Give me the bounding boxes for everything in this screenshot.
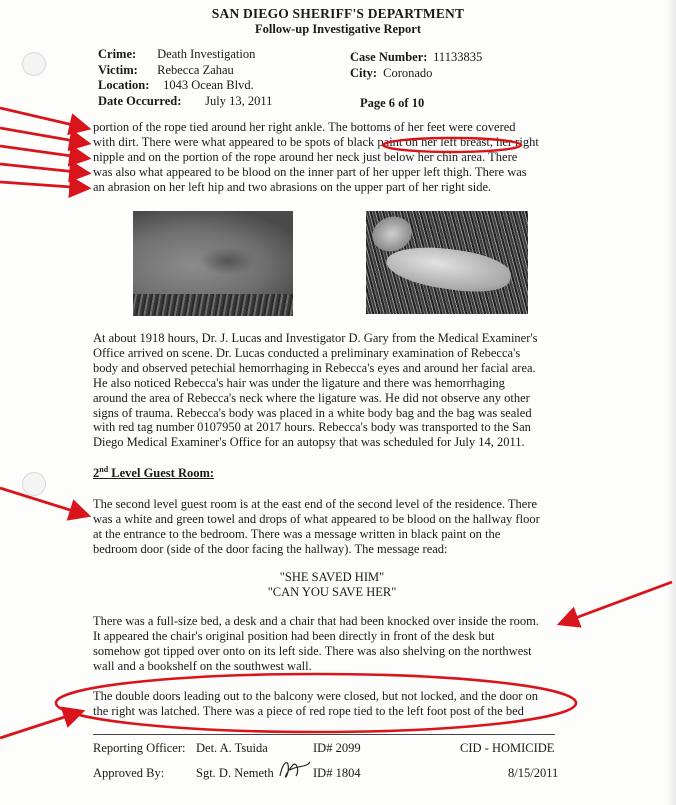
date-label: Date Occurred: (98, 94, 182, 108)
section-number: 2 (93, 466, 100, 481)
paragraph-guest-room (93, 497, 563, 557)
arrow-icon (0, 182, 86, 188)
text-line: nipple and on the portion of the rope around her neck just below her chin area. There (93, 149, 518, 164)
date-value: July 13, 2011 (205, 94, 273, 108)
section-title: Level Guest Room: (108, 466, 215, 481)
city-value: Coronado (383, 66, 433, 80)
text-line: bedroom door (side of the door facing the hallway). The message read: (93, 541, 448, 556)
text-line: body and observed petechial hemorrhaging in Rebecca's eyes and around her facial area. (93, 360, 536, 375)
page-edge-shadow (666, 0, 676, 805)
arrow-icon (0, 108, 86, 128)
page-number-label: Page 6 of 10 (360, 96, 425, 110)
page-number (360, 96, 424, 111)
text-line: an abrasion on her left hip and two abrasions on the upper part of her right side. (93, 179, 492, 194)
evidence-photo-right (366, 211, 528, 314)
paragraph-medical-examiner (93, 331, 563, 450)
arrow-icon (0, 128, 86, 143)
report-subtitle: Follow-up Investigative Report (255, 22, 421, 36)
location-value: 1043 Ocean Blvd. (163, 78, 254, 92)
victim-value: Rebecca Zahau (157, 63, 234, 77)
text-line: portion of the rope tied around her right ankle. The bottoms of her feet were covered (93, 120, 516, 134)
approved-by-label: Approved By: (93, 766, 165, 780)
reporting-officer-label: Reporting Officer: (93, 741, 186, 755)
meta-victim (98, 63, 234, 78)
approver-name: Sgt. D. Nemeth (196, 766, 274, 780)
text-line: There was a full-size bed, a desk and a chair that had been knocked over inside the room. (93, 614, 540, 628)
text-line: The second level guest room is at the east end of the second level of the residence. There (93, 497, 538, 511)
reporting-officer-id: ID# 2099 (313, 741, 361, 755)
arrow-icon (0, 164, 86, 173)
section-heading (93, 465, 214, 481)
case-label: Case Number: (350, 50, 428, 64)
case-value: 11133835 (433, 50, 483, 64)
text-line: wall and a bookshelf on the southwest wall. (93, 658, 312, 673)
text-line: The double doors leading out to the balcony were closed, but not locked, and the door on (93, 689, 539, 703)
crime-label: Crime: (98, 47, 137, 61)
text-line: with dirt. There were what appeared to be spots of black paint on her left breast, her right (93, 134, 539, 149)
meta-case (350, 50, 482, 65)
hole-punch-top (22, 52, 46, 76)
victim-label: Victim: (98, 63, 138, 77)
unit-name: CID - HOMICIDE (460, 741, 555, 755)
text-line: around the area of Rebecca's neck where the ligature was. He did not observe any other (93, 390, 530, 405)
door-message-line-1: "SHE SAVED HIM" (279, 570, 385, 584)
text-line: was a white and green towel and drops of what appeared to be blood on the hallway floor (93, 511, 540, 526)
arrow-icon (0, 488, 86, 515)
meta-date (98, 94, 272, 109)
location-label: Location: (98, 78, 150, 92)
meta-crime (98, 47, 255, 62)
footer-divider (93, 734, 555, 735)
reporting-officer-name: Det. A. Tsuida (196, 741, 268, 755)
city-label: City: (350, 66, 378, 80)
text-line: was also what appeared to be blood on the inner part of her upper left thigh. There was (93, 164, 527, 179)
approver-id: ID# 1804 (313, 766, 361, 780)
meta-city (350, 66, 432, 81)
text-line: at the entrance to the bedroom. There was a message written in black paint on the (93, 526, 501, 541)
hole-punch-bottom (22, 472, 46, 496)
text-line: somehow got tipped over onto on its left side. There was also shelving on the northwest (93, 643, 532, 658)
section-ordinal: nd (99, 465, 109, 474)
text-line: signs of trauma. Rebecca's body was placed in a white body bag and the bag was sealed (93, 405, 532, 420)
text-line: Office arrived on scene. Dr. Lucas conducted a preliminary examination of Rebecca's (93, 345, 521, 360)
report-date: 8/15/2011 (508, 766, 559, 780)
door-message-line-2: "CAN YOU SAVE HER" (267, 585, 397, 599)
text-line: He also noticed Rebecca's hair was under the ligature and there was hemorrhaging (93, 375, 505, 390)
annotation-arrows-top (0, 108, 86, 188)
department-title: SAN DIEGO SHERIFF'S DEPARTMENT (211, 6, 465, 21)
text-line: the right was latched. There was a piece of red rope tied to the left foot post of the bed (93, 703, 524, 718)
paragraph-room-contents (93, 614, 563, 674)
text-line: It appeared the chair's original position had been directly in front of the desk but (93, 628, 495, 643)
text-line: Diego Medical Examiner's Office for an autopsy that was scheduled for July 14, 2011. (93, 435, 525, 450)
text-line: At about 1918 hours, Dr. J. Lucas and Investigator D. Gary from the Medical Examiner's (93, 331, 538, 345)
arrow-icon (0, 712, 80, 738)
crime-value: Death Investigation (157, 47, 256, 61)
evidence-photo-left (133, 211, 293, 316)
text-line: with red tag number 0107950 at 2017 hours. Rebecca's body was transported to the San (93, 420, 531, 435)
arrow-icon (0, 146, 86, 158)
meta-location (98, 78, 254, 93)
paragraph-body-findings (93, 120, 563, 195)
paragraph-balcony-doors (93, 689, 563, 719)
